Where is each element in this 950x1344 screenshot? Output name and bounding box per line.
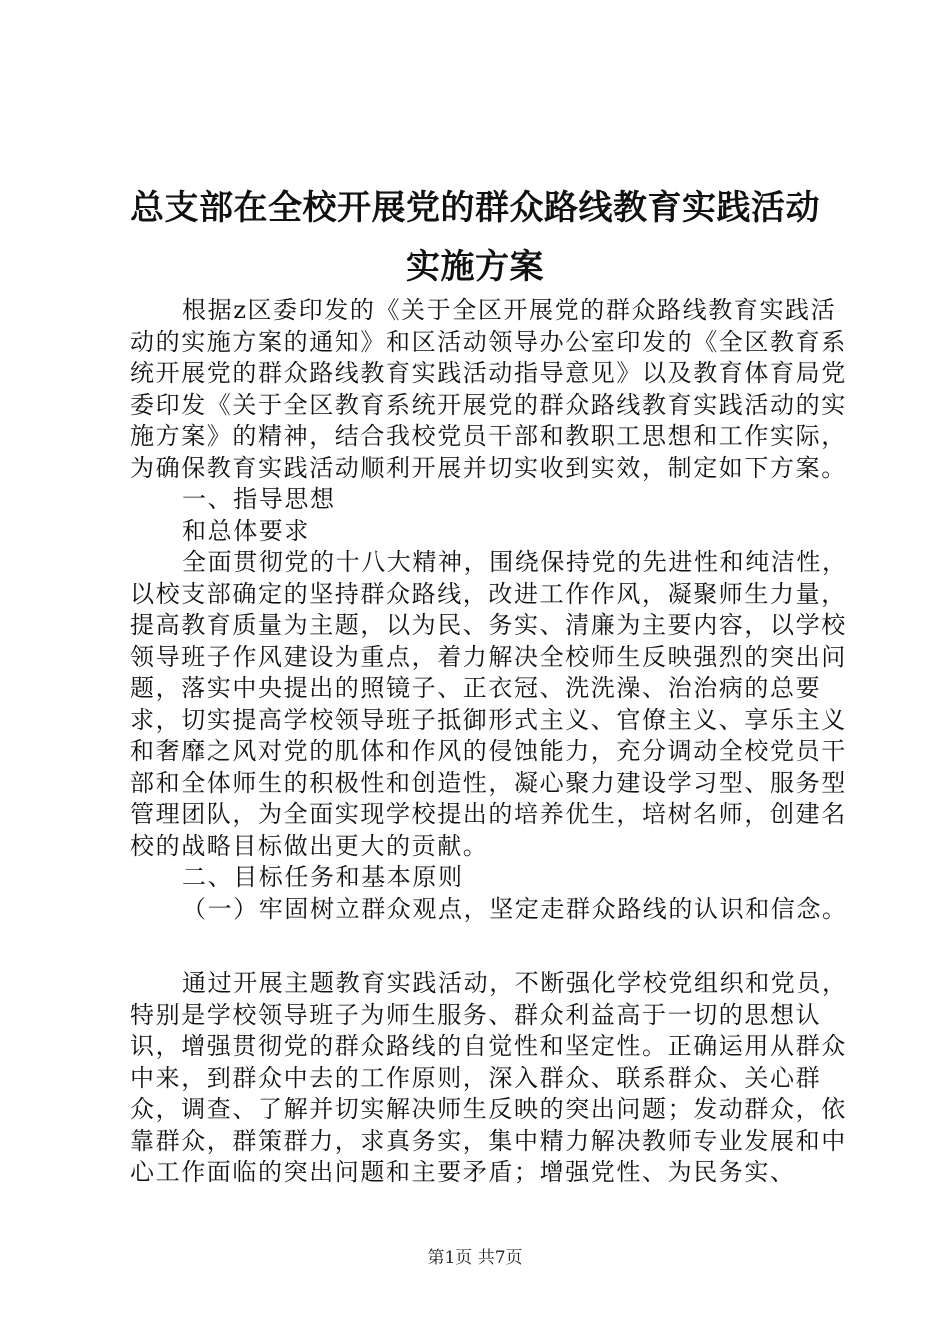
section-heading-1-cont: 和总体要求 [182, 516, 310, 545]
section-heading-2: 二、目标任务和基本原则 [182, 863, 464, 891]
subsection-heading-1: （一）牢固树立群众观点，坚定走群众路线的认识和信念。 [182, 894, 848, 923]
document-title-line1: 总支部在全校开展党的群众路线教育实践活动 [130, 188, 820, 228]
paragraph-objectives: 通过开展主题教育实践活动，不断强化学校党组织和党员，特别是学校领导班子为师生服务、群众利益高于一切的思想认识，增强贯彻党的群众路线的自觉性和坚定性。正确运用从群众中来，到群众中去的工作原则，深入群众、联系群众、关心群众，调查、了解并切实解决师生反映的突出问题；发动群众，依靠群众，群策群力，求真务实，集中精力解决教师专业发展和中心工作面临的突出问题和主要矛盾；增强党性、为民务实、 [130, 969, 848, 1186]
paragraph-intro: 根据z区委印发的《关于全区开展党的群众路线教育实践活动的实施方案的通知》和区活动领导办公室印发的《全区教育系统开展党的群众路线教育实践活动指导意见》以及教育体育局党委印发《关于全区教育系统开展党的群众路线教育实践活动的实施方案》的精神，结合我校党员干部和教职工思想和工作实际，为确保教育实践活动顺利开展并切实收到实效，制定如下方案。 [130, 296, 847, 482]
document-body-part2 [130, 968, 855, 1189]
paragraph-guiding-thought: 全面贯彻党的十八大精神，围绕保持党的先进性和纯洁性，以校支部确定的坚持群众路线，改进工作作风，凝聚师生力量，提高教育质量为主题，以为民、务实、清廉为主要内容，以学校领导班子作风建设为重点，着力解决全校师生反映强烈的突出问题，落实中央提出的照镜子、正衣冠、洗洗澡、治治病的总要求，切实提高学校领导班子抵御形式主义、官僚主义、享乐主义和奢靡之风对党的肌体和作风的侵蚀能力，充分调动全校党员干部和全体师生的积极性和创造性，凝心聚力建设学习型、服务型管理团队，为全面实现学校提出的培养优生，培树名师，创建名校的战略目标做出更大的贡献。 [130, 548, 848, 860]
section-heading-1: 一、指导思想 [182, 485, 336, 513]
page-footer: 第1页 共7页 [427, 1248, 523, 1268]
document-body-part1 [130, 295, 855, 925]
document-title-line2: 实施方案 [406, 247, 544, 287]
